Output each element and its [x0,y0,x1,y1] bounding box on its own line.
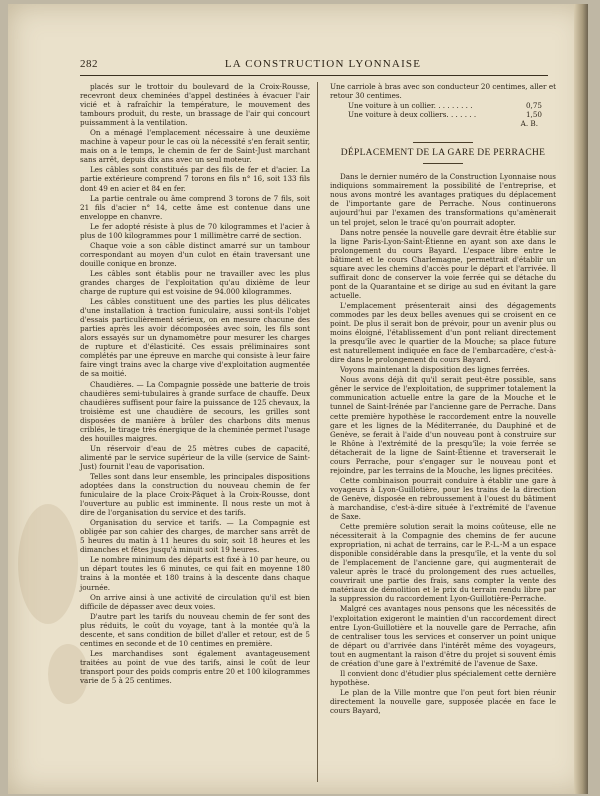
paragraph: Le plan de la Ville montre que l'on peut fort bien réunir directement la nouvelle gare, supposée placée en face le cours Bayard, [330,687,556,715]
page-header [80,54,548,74]
page-number: 282 [80,58,98,70]
paragraph: Cette première solution serait la moins coûteuse, elle ne nécessiterait à la Compagnie des chemins de fer aucune expropriation, ni achat de terrains, car le P.-L.-M a un espace disponible considérable dans la presqu'île, et la vente du sol de l'emplacement de l'ancienne gare, qui augmenterait de valeur après le tracé du prolongement des rues actuelles, couvrirait une partie des frais, sans compter la vente des matériaux de démolition et le prix du terrain rendu libre par la suppression du raccordement Lyon-Guillotière-Perrache. [330,522,556,604]
journal-title: LA CONSTRUCTION LYONNAISE [224,58,422,70]
paragraph: On a ménagé l'emplacement nécessaire à une deuxième machine à vapeur pour le cas où la nécessité s'en ferait sentir, mais on a le temps, le chemin de fer de Saint-Just marchant sans arrêt, depuis dix ans avec un seul moteur. [80,128,310,165]
paragraph: La partie centrale ou âme comprend 3 torons de 7 fils, soit 21 fils d'acier n° 14, cette âme est contenue dans une enveloppe en chanvre. [80,193,310,221]
paragraph: Telles sont dans leur ensemble, les principales dispositions adoptées dans la construction du nouveau chemin de fer funiculaire de la place Croix-Pâquet à la Croix-Rousse, dont l'ouverture au public est imminente. Il nous reste un mot à dire de l'organisation du service et des tarifs. [80,471,310,518]
tariff-item-price: 0,75 [525,101,542,111]
paragraph: Les marchandises sont également avantageusement traitées au point de vue des tarifs, ainsi le coût de leur transport pour des poids compris entre 20 et 100 kilogrammes varie de 5 à 25 centimes. [80,648,310,685]
header-rule [80,75,548,76]
paragraph: On arrive ainsi à une activité de circulation qu'il est bien difficile de dépasser avec deux voies. [80,592,310,611]
tariff-item [330,101,556,110]
section-title: DÉPLACEMENT DE LA GARE DE PERRACHE [330,142,556,164]
tariff-item-price: 1,50 [525,110,542,120]
paragraph: Dans le dernier numéro de la Construction Lyonnaise nous indiquions sommairement la possibilité de l'entreprise, et nous avons montré les avantages pratiques du déplacement de l'importante gare de Perrache. Nous continuerons aujourd'hui par l'examen des transformations qu'amènerait un tel projet, selon le tracé qu'on pourrait adopter. [330,172,556,227]
book-spine-edge [574,4,588,794]
paragraph: Nous avons déjà dit qu'il serait peut-être possible, sans gêner le service de l'exploitation, de supprimer totalement la communication actuelle entre la gare de la Mouche et le tunnel de Saint-Irénée par l'ancienne gare de Perrache. Dans cette première hypothèse le raccordement entre la nouvelle gare et les lignes de la Méditerranée, du Dauphiné et de Genève, se ferait à l'aide d'un nouveau pont à construire sur le Rhône à l'extrémité de la presqu'île; la voie ferrée se détacherait de la ligne de Saint-Étienne et traverserait le cours Perrache, pour s'engager sur le nouveau pont et rejoindre, par les terrains de la Mouche, les lignes précitées. [330,375,556,475]
paragraph: Voyons maintenant la disposition des lignes ferrées. [340,365,530,375]
paragraph: Chaudières. — La Compagnie possède une batterie de trois chaudières semi-tubulaires à grande surface de chauffe. Deux chaudières suffisent pour faire la puissance de 125 chevaux, la troisième est une chaudière de secours, les grilles sont disposées de manière à brûler des charbons dits menus criblés, le tirage très énergique de la cheminée permet l'usage des houilles maigres. [80,379,310,443]
paragraph: Les câbles sont constitués par des fils de fer et d'acier. La partie extérieure comprend 7 torons en fils n° 16, soit 133 fils dont 49 en acier et 84 en fer. [80,165,310,193]
paragraph: Le fer adopté résiste à plus de 70 kilogrammes et l'acier à plus de 100 kilogrammes pour 1 millimètre carré de section. [80,221,310,240]
paragraph: Malgré ces avantages nous pensons que les nécessités de l'exploitation exigeront le maintien d'un raccordement direct entre Lyon-Guillotière et la nouvelle gare de Perrache, afin de centraliser tous les services et conserver un point unique de départ ou d'arrivée dans l'intérêt même des voyageurs, tout en augmentant la raison d'être du projet si souvent émis de création d'une gare à l'extrémité de l'avenue de Saxe. [330,604,556,668]
paragraph: Dans notre pensée la nouvelle gare devrait être établie sur la ligne Paris-Lyon-Saint-Étienne en ayant son axe dans le prolongement du cours Bayard. L'espace libre entre le bâtiment et le cours Charlemagne, permettrait d'établir un square avec les chemins d'accès pour le départ et l'arrivée. Il suffirait donc de conserver la voie ferrée qui se détache du pont de la Quarantaine et se dirige au sud en évitant la gare actuelle. [330,227,556,300]
paragraph: D'autre part les tarifs du nouveau chemin de fer sont des plus réduits, le coût du voyage, tant à la montée qu'à la descente, et sans condition de billet d'aller et retour, est de 5 centimes en seconde et de 10 centimes en première. [80,611,310,648]
paragraph: Les câbles sont établis pour ne travailler avec les plus grandes charges de l'exploitation qu'au dixième de leur charge de rupture qui est voisine de 94.000 kilogrammes. [80,268,310,297]
article-signature: A. B. [520,119,538,129]
tariff-item-label: Une voiture à un collier. . . . . . . . . [348,101,473,111]
paragraph: Il convient donc d'étudier plus spécialement cette dernière hypothèse. [330,668,556,687]
tariff-item [330,110,556,119]
paragraph: Chaque voie a son câble distinct amarré sur un tambour correspondant au moyen d'un culot en étain traversant une douille conique en bronze. [80,240,310,268]
newspaper-page [8,4,588,794]
paragraph: Les câbles constituent une des parties les plus délicates d'une installation à traction funiculaire, aussi sont-ils l'objet d'essais particulièrement sérieux, on en mesure chacune des parties après les avoir décomposées avec soin, les fils sont alors essayés sur un dynamomètre pour mesurer les charges de rupture et d'élasticité. Ces essais préliminaires sont complétés par une épreuve en marche qui consiste à leur faire faire vingt trains avec la charge vive d'exploitation augmentée de sa moitié. [80,297,310,379]
column-divider [317,82,318,782]
paragraph: Cette combinaison pourrait conduire à établir une gare à voyageurs à Lyon-Guillotière, pour les trains de la direction de Genève, disposée en rebroussement à l'ouest du bâtiment à marchandise, c'est-à-dire située à l'extrémité de l'avenue de Saxe. [330,475,556,522]
right-column [330,82,556,716]
paragraph: Un réservoir d'eau de 25 mètres cubes de capacité, alimenté par le service supérieur de la ville (service de Saint-Just) fournit l'eau de vaporisation. [80,443,310,471]
paragraph: placés sur le trottoir du boulevard de la Croix-Rousse, recevront deux cheminées d'appel destinées à évacuer l'air vicié et à rafraîchir la température, le mouvement des tambours produit, du reste, un brassage de l'air qui concourt puissamment à la ventilation. [80,82,310,128]
paragraph: Le nombre minimum des départs est fixé à 10 par heure, ou un départ toutes les 6 minutes, ce qui fait en moyenne 180 trains à la montée et 180 trains à la descente dans chaque journée. [80,555,310,592]
left-column [80,82,310,686]
article-body [330,172,556,715]
paper-stain [18,504,78,624]
paragraph: L'emplacement présenterait ainsi des dégagements commodes par les deux belles avenues qui se croisent en ce point. De plus il serait bon de prévoir, pour un avenir plus ou moins éloigné, l'établissement d'un pont reliant directement la presqu'île avec le quartier de la Mouche; sa place future est naturellement indiquée en face de l'embarcadère, c'est-à-dire dans le prolongement du cours Bayard. [330,300,556,365]
tariff-intro: Une carriole à bras avec son conducteur 20 centimes, aller et retour 30 centimes. [330,82,556,101]
tariff-item-label: Une voiture à deux colliers. . . . . . . [348,110,477,120]
paragraph: Organisation du service et tarifs. — La Compagnie est obligée par son cahier des charges, de marcher sans arrêt de 5 heures du matin à 11 heures du soir, soit 18 heures et les dimanches et fêtes jusqu'à minuit soit 19 heures. [80,518,310,555]
